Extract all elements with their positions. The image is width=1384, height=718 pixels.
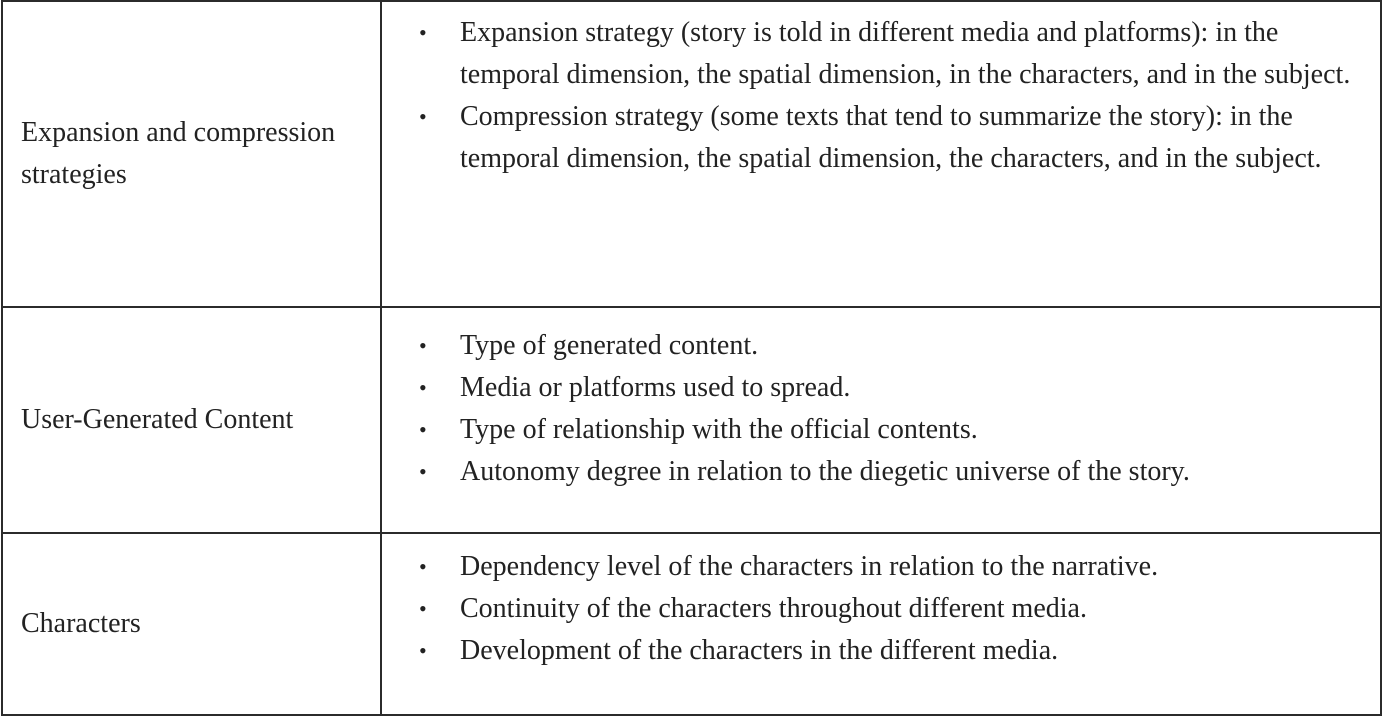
row-label-expansion-compression	[3, 2, 382, 308]
criteria-table	[1, 0, 1382, 716]
list-item: • Type of relationship with the official contents.	[460, 409, 1366, 451]
bullet-list	[419, 325, 1366, 493]
list-item: • Development of the characters in the different media.	[460, 630, 1366, 672]
list-item: • Type of generated content.	[460, 325, 1366, 367]
list-item: • Autonomy degree in relation to the diegetic universe of the story.	[460, 451, 1366, 493]
bullet-icon: •	[419, 638, 427, 663]
bullet-icon: •	[419, 596, 427, 621]
list-item: • Continuity of the characters throughout different media.	[460, 588, 1366, 630]
row-content-expansion-compression	[382, 2, 1380, 308]
row-label-text: Characters	[21, 608, 141, 639]
list-item: • Dependency level of the characters in relation to the narrative.	[460, 546, 1366, 588]
list-item: • Compression strategy (some texts that tend to summarize the story): in the temporal dimension, the spatial dimension, the characters, and in the subject.	[460, 96, 1366, 180]
bullet-icon: •	[419, 104, 427, 129]
row-label-text: Expansion and compression strategies	[21, 117, 336, 190]
row-label-text: User-Generated Content	[21, 404, 294, 435]
list-item: • Media or platforms used to spread.	[460, 367, 1366, 409]
bullet-icon: •	[419, 20, 427, 45]
bullet-list	[419, 546, 1366, 672]
bullet-icon: •	[419, 554, 427, 579]
list-item: • Expansion strategy (story is told in different media and platforms): in the temporal dimension, the spatial dimension, in the characters, and in the subject.	[460, 12, 1366, 96]
row-content-user-generated-content	[382, 308, 1380, 534]
row-content-characters	[382, 534, 1380, 714]
bullet-list	[419, 12, 1366, 180]
bullet-icon: •	[419, 417, 427, 442]
bullet-icon: •	[419, 459, 427, 484]
row-label-characters	[3, 534, 382, 714]
row-label-user-generated-content	[3, 308, 382, 534]
bullet-icon: •	[419, 333, 427, 358]
bullet-icon: •	[419, 375, 427, 400]
